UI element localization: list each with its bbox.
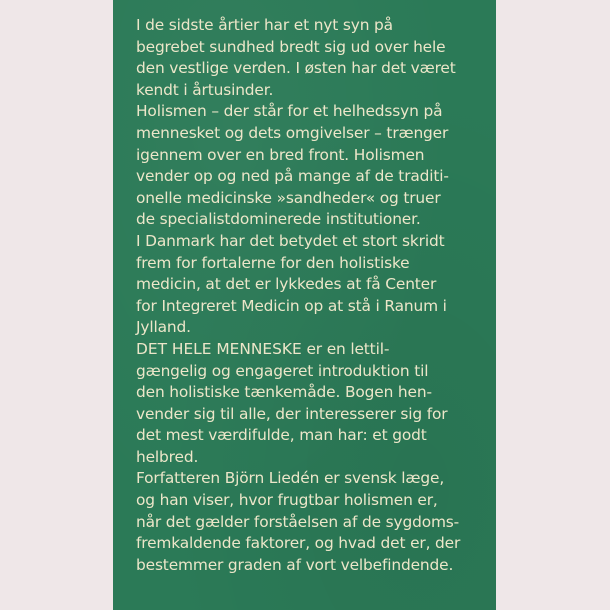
blurb-line: Forfatteren Björn Liedén er svensk læge, xyxy=(136,469,445,488)
blurb-line-title xyxy=(136,339,496,361)
blurb-line: og han viser, hvor frugtbar holismen er, xyxy=(136,491,438,510)
blurb-line: fremkaldende faktorer, og hvad det er, der xyxy=(136,534,461,553)
blurb-line: det mest værdifulde, man har: et godt xyxy=(136,426,427,445)
book-title: DET HELE MENNESKE xyxy=(136,339,302,358)
blurb-line: frem for fortalerne for den holistiske xyxy=(136,253,410,272)
blurb-line: den vestlige verden. I østen har det været xyxy=(136,59,456,78)
blurb-line: mennesket og dets omgivelser – trænger xyxy=(136,123,449,142)
blurb-line: når det gælder forståelsen af de sygdoms- xyxy=(136,512,460,531)
blurb-text xyxy=(136,15,496,576)
blurb-line: begrebet sundhed bredt sig ud over hele xyxy=(136,37,446,56)
blurb-line: for Integreret Medicin op at stå i Ranum i xyxy=(136,296,447,315)
blurb-line: igennem over en bred front. Holismen xyxy=(136,145,425,164)
blurb-line: den holistiske tænkemåde. Bogen hen- xyxy=(136,383,432,402)
blurb-line: onelle medicinske »sandheder« og truer xyxy=(136,188,441,207)
blurb-line: I de sidste årtier har et nyt syn på xyxy=(136,16,393,34)
blurb-line: Jylland. xyxy=(136,318,191,337)
blurb-line: vender sig til alle, der interesserer sig for xyxy=(136,404,448,423)
blurb-line-rest: er en lettil- xyxy=(306,339,390,358)
blurb-line: Holismen – der står for et helhedssyn på xyxy=(136,102,443,121)
blurb-line: de specialistdominerede institutioner. xyxy=(136,210,421,229)
blurb-line: medicin, at det er lykkedes at få Center xyxy=(136,275,437,294)
blurb-line: gængelig og engageret introduktion til xyxy=(136,361,429,380)
blurb-line: kendt i årtusinder. xyxy=(136,80,274,99)
book-back-cover xyxy=(113,0,496,610)
blurb-line: I Danmark har det betydet et stort skridt xyxy=(136,231,445,250)
blurb-line: bestemmer graden af vort velbefindende. xyxy=(136,555,454,574)
blurb-line: helbred. xyxy=(136,447,199,466)
blurb-line: vender op og ned på mange af de traditi- xyxy=(136,167,449,186)
